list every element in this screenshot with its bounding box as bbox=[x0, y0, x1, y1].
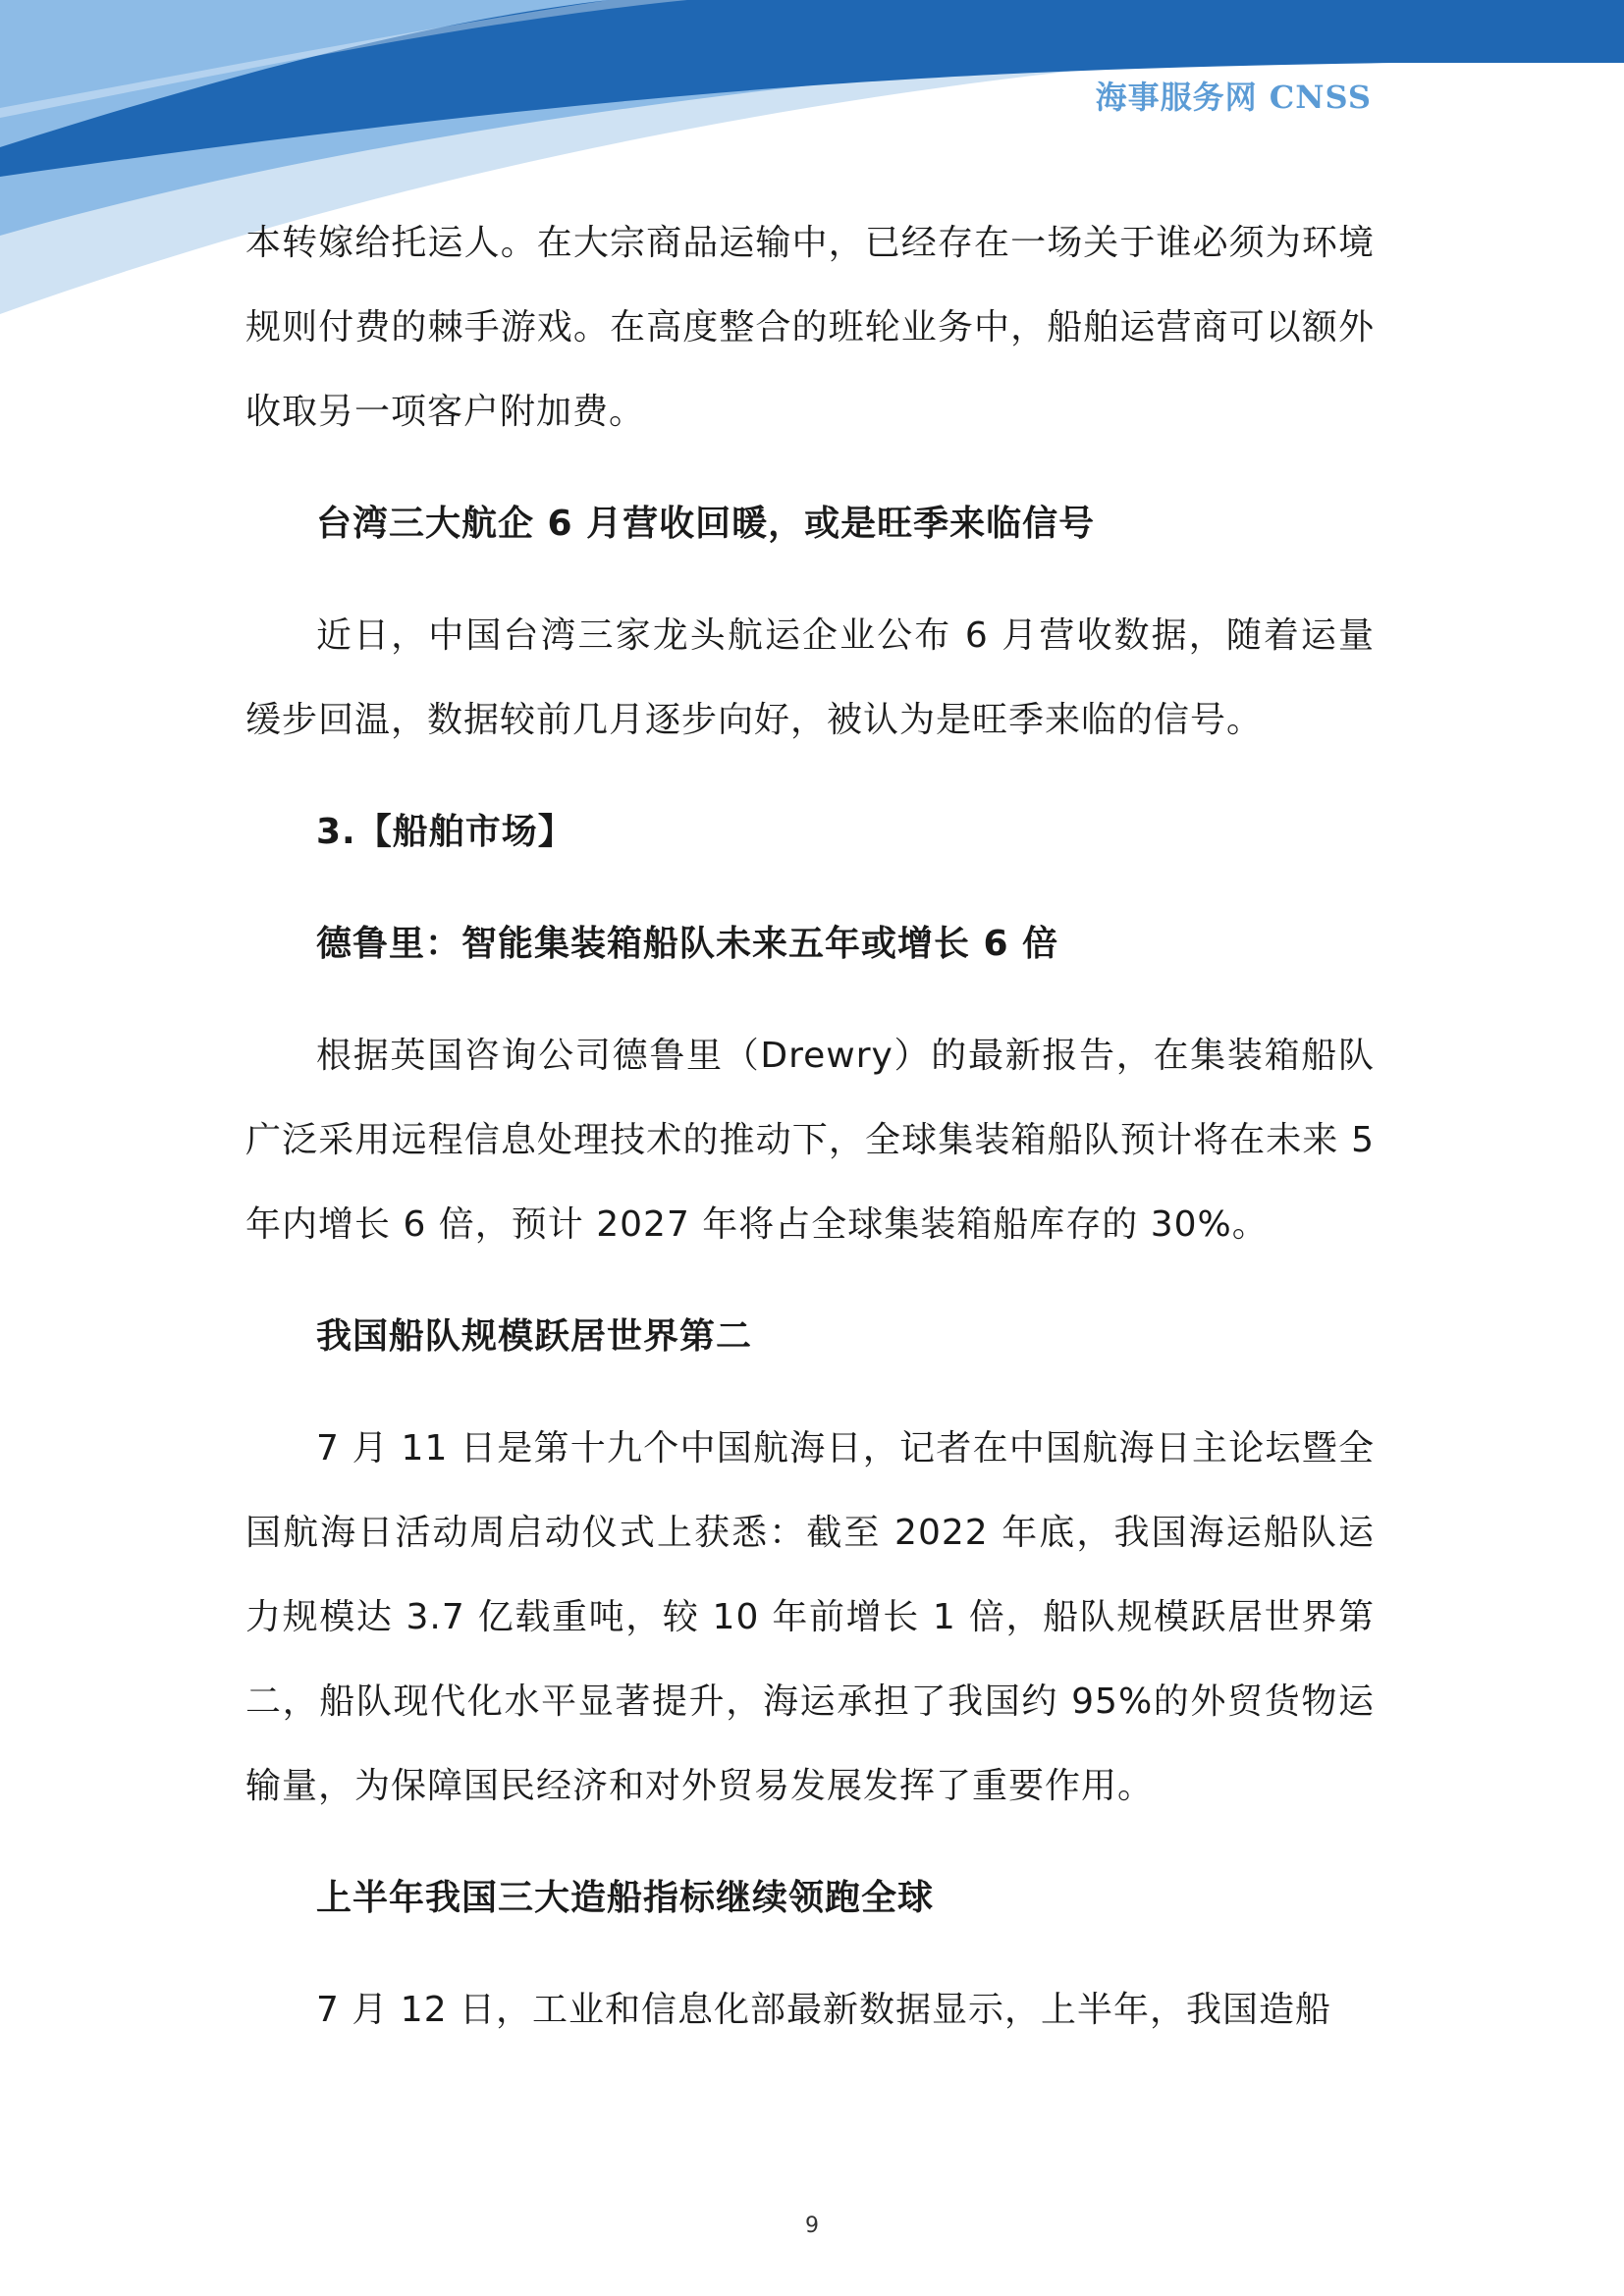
body-paragraph: 7 月 11 日是第十九个中国航海日，记者在中国航海日主论坛暨全国航海日活动周启动仪式上获悉：截至 2022 年底，我国海运船队运力规模达 3.7 亿载重吨，较 10 年前增长 1 倍，船队规模跃居世界第二，船队现代化水平显著提升，海运承担了我国约 95%的外贸货物运输量，为保障国民经济和对外贸易发展发挥了重要作用。 bbox=[245, 1428, 1375, 1806]
article-body bbox=[245, 201, 1375, 2053]
section-heading: 台湾三大航企 6 月营收回暖，或是旺季来临信号 bbox=[316, 504, 1096, 544]
body-paragraph: 根据英国咨询公司德鲁里（Drewry）的最新报告，在集装箱船队广泛采用远程信息处理技术的推动下，全球集装箱船队预计将在未来 5 年内增长 6 倍，预计 2027 年将占全球集装箱船库存的 30%。 bbox=[245, 1036, 1375, 1245]
body-paragraph: 近日，中国台湾三家龙头航运企业公布 6 月营收数据，随着运量缓步回温，数据较前几月逐步向好，被认为是旺季来临的信号。 bbox=[245, 615, 1375, 740]
body-paragraph: 7 月 12 日，工业和信息化部最新数据显示，上半年，我国造船 bbox=[316, 1990, 1332, 2030]
section-heading: 我国船队规模跃居世界第二 bbox=[316, 1316, 753, 1357]
page-number: 9 bbox=[805, 2214, 819, 2238]
section-heading: 上半年我国三大造船指标继续领跑全球 bbox=[316, 1878, 935, 1918]
section-heading: 3.【船舶市场】 bbox=[316, 812, 574, 852]
brand-logo-text: 海事服务网 CNSS bbox=[1095, 79, 1372, 116]
body-paragraph: 本转嫁给托运人。在大宗商品运输中，已经存在一场关于谁必须为环境规则付费的棘手游戏。在高度整合的班轮业务中，船舶运营商可以额外收取另一项客户附加费。 bbox=[245, 223, 1375, 432]
section-heading: 德鲁里：智能集装箱船队未来五年或增长 6 倍 bbox=[316, 924, 1059, 964]
dark-blue-top-strip bbox=[1394, 0, 1624, 63]
